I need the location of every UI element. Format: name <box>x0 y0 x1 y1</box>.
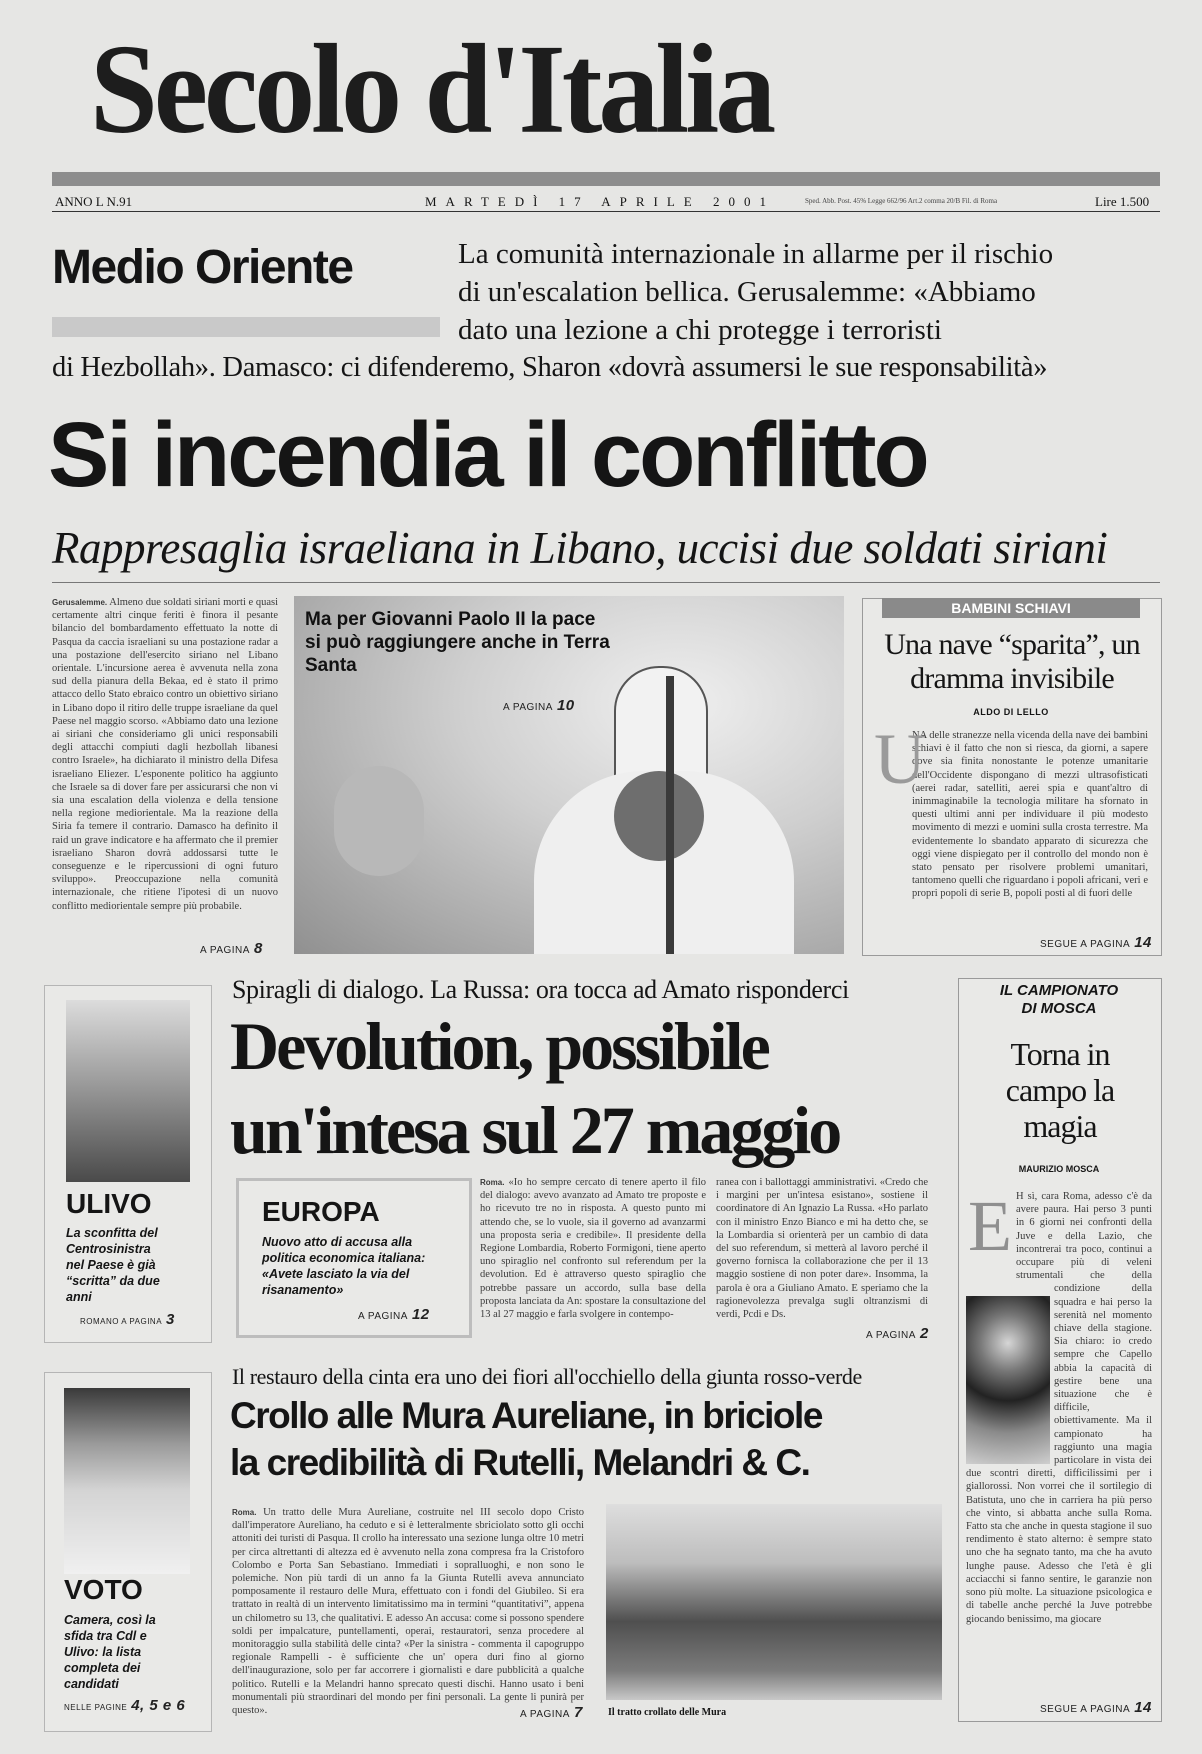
mura-headline-1: Crollo alle Mura Aureliane, in briciole <box>230 1395 822 1436</box>
ref-label: A PAGINA <box>358 1311 408 1322</box>
portrait-photo-float <box>966 1290 1054 1462</box>
children-body-text: NA delle stranezze nella vicenda della nave dei bambini schiavi è il fatto che non si riesca, da giorni, a sapere dove sia finita nonostante le potenze umanitarie dell'Occidente dispongano di mezzi ultrasofisticati (aerei radar, satelliti, aerei spia e quant'altro di inimmaginabile la tecnologia militare ha sfornato in questi ultimi anni per individuare il più modesto movimento di mezzi e uomini sulla crosta terrestre. Ma evidentemente lo sbandato apparato di sicurezza che oggi viene dispiegato per il controllo del mondo non è stato pensato per risolvere problemi umanitari, tantomeno quelli che riguardano i popoli africani, veri e propri popoli di serie B, popoli posti al di fuori delle <box>912 730 1148 900</box>
children-section: BAMBINI SCHIAVI <box>882 598 1140 618</box>
lead-deck-line1: La comunità internazionale in allarme per il rischio <box>458 238 1054 270</box>
crosier-icon <box>666 676 674 954</box>
ulivo-label: ULIVO <box>66 1188 152 1219</box>
lead-deck-line4: di Hezbollah». Damasco: ci difenderemo, Sharon «dovrà assumersi le sue responsabilità» <box>52 352 1048 383</box>
lead-kicker: Medio Oriente <box>52 241 353 294</box>
lead-body <box>52 596 278 918</box>
children-page-ref[interactable] <box>1040 934 1152 951</box>
masthead-title: Secolo d'Italia <box>90 18 773 161</box>
devolution-body-col2 <box>716 1176 928 1322</box>
mura-kicker: Il restauro della cinta era uno dei fiori all'occhiello della giunta rosso-verde <box>232 1364 862 1389</box>
mura-dateline: Roma. <box>232 1508 257 1517</box>
ref-label: A PAGINA <box>520 1709 570 1720</box>
ref-label: A PAGINA <box>866 1330 916 1341</box>
europa-sub: Nuovo atto di accusa alla politica economica italiana: «Avete lasciato la via del risanamento» <box>262 1235 426 1297</box>
issue-date: MARTEDÌ 17 APRILE 2001 <box>425 194 775 209</box>
ref-label: SEGUE A PAGINA <box>1040 939 1131 950</box>
devolution-kicker: Spiragli di dialogo. La Russa: ora tocca ad Amato risponderci <box>232 975 849 1004</box>
devolution-dateline: Roma. <box>480 1178 505 1187</box>
masthead-rule <box>52 172 1160 186</box>
lead-page-ref[interactable] <box>200 940 263 957</box>
lead-kicker-bar <box>52 317 440 337</box>
postal-info: Sped. Abb. Post. 45% Legge 662/96 Art.2 comma 20/B Fil. di Roma <box>805 197 998 205</box>
lead-deck-line3: dato una lezione a chi protegge i terroristi <box>458 314 942 346</box>
voto-page-ref[interactable] <box>64 1697 185 1714</box>
ref-page: 7 <box>573 1704 583 1721</box>
devolution-body1: «Io ho sempre cercato di tenere aperto il filo del dialogo: avevo avanzato ad Amato tre proposte e ho ricevuto tre no in risposta. A questo punto mi attendo che, se lo vuole, sia il governo ad avanzarmi una proposta seria e credibile». Il presidente della Regione Lombardia, Roberto Formigoni, tiene aperto uno spiraglio nel confronto sul referendum per la devolution. Ed è attraverso questo spiraglio che potrebbe passare un accordo, sulla base della proposta lanciata da An: spostare la consultazione del 13 al 27 maggio e farla svolgere in contempo- <box>480 1177 706 1321</box>
ref-label: A PAGINA <box>200 945 250 956</box>
devolution-body2: ranea con i ballottaggi amministrativi. «Credo che i margini per un'intesa esistano», sostiene il coordinatore di An Ignazio La Russa. «Ho parlato con il ministro Enzo Bianco e mi ha detto che, se la Lombardia si orienterà per un cambio di data del suo referendum, si metterà al lavoro perché il governo fornisca la collaborazione che per il 13 maggio sostiene di non poter dare». Insomma, la parola è ora a Giuliano Amato. E speriamo che la ragionevolezza prevalga sugli oltranzismi di verdi, Pcdi e Ds. <box>716 1177 928 1321</box>
ref-label: SEGUE A PAGINA <box>1040 1704 1131 1715</box>
masthead-underline <box>52 211 1160 212</box>
children-body <box>912 729 1148 933</box>
mosca-body <box>966 1186 1152 1696</box>
mosca-headline: Torna in campo la magia <box>1005 1036 1115 1144</box>
ballot-photo <box>64 1388 190 1574</box>
ref-page: 10 <box>556 697 575 714</box>
mosca-page-ref[interactable] <box>1040 1699 1152 1716</box>
ref-label: A PAGINA <box>503 702 553 713</box>
children-byline: ALDO DI LELLO <box>973 707 1049 717</box>
ref-page: 3 <box>166 1311 175 1328</box>
mura-photo-caption: Il tratto crollato delle Mura <box>608 1707 727 1718</box>
mosca-section-2: DI MOSCA <box>1021 1000 1097 1017</box>
lead-headline: Si incendia il conflitto <box>48 404 927 506</box>
pope-caption: Ma per Giovanni Paolo II la pace si può raggiungere anche in Terra Santa <box>305 609 610 676</box>
voto-label: VOTO <box>64 1574 143 1605</box>
crowd-flags-photo <box>66 1000 190 1182</box>
mura-page-ref[interactable] <box>520 1704 583 1721</box>
ref-label: NELLE PAGINE <box>64 1703 128 1712</box>
mosca-section-1: IL CAMPIONATO <box>999 982 1119 999</box>
issue-price: Lire 1.500 <box>1095 194 1150 209</box>
devolution-page-ref[interactable] <box>866 1325 929 1342</box>
lead-body-text: Almeno due soldati siriani morti e quasi certamente altri cinque feriti è finora il pesante bilancio del bombardamento effettuato la notte di Pasqua da caccia israeliani su una postazione radar a una postazione dell'esercito siriano nel Libano orientale. L'incursione aerea è avvenuta nella zona sud della pianura della Bekaa, ed è stato il primo attacco dello Stato ebraico contro un obiettivo siriano in Libano dopo il ritiro delle truppe israeliane da quel Paese nel maggio scorso. «Abbiamo dato una lezione ai siriani che consideriamo gli unici responsabili degli attacchi compiuti dagli hezbollah libanesi contro Israele», ha dichiarato il ministro della Difesa israeliano Eliezer. L'esponente politico ha aggiunto che Israele sa di dover fare per assicurarsi che non vi sia una escalation della violenza e della tensione nella regione mediorientale. Ma la reazione della Siria fa temere il contrario. Damasco ha definito il raid un grave indicatore e ha affermato che il premier israeliano Sharon dovrà addossarsi tutte le conseguenze e le ripercussioni di ogni futuro sviluppo». Preoccupazione nella comunità internazionale, che ritiene l'ipotesi di un nuovo conflitto mediorientale sempre più probabile. <box>52 597 279 912</box>
mura-body-text: Un tratto delle Mura Aureliane, costruite nel III secolo dopo Cristo dall'imperatore Aureliano, ha ceduto e si è letteralmente sbriciolato sotto gli occhi attoniti dei turisti di Pasqua. Il crollo ha interessato una sezione lunga oltre 10 metri per circa altrettanti di altezza ed è avvenuto nella zona compresa fra la Cristoforo Colombo e Porta San Sebastiano. Immediati i sopralluoghi, e non sono le polemiche. Non più tardi di un anno fa la Giunta Rutelli aveva annunciato pomposamente il restauro delle Mura, effettuato con i fondi del Giubileo. Si era trattato in realtà di un intervento limitatissimo ma in termini “quantitativi”, appena un chilometro su 13, che qualitativi. E adesso An accusa: come si possono spendere soldi per impalcature, puntellamenti, operai, restauratori, senza procedere al monitoraggio sulla stabilità delle cinta? «Per la sinistra - commenta il capogruppo regionale Rampelli - è sufficiente che un' opera duri fino al giorno dell'inaugurazione, solo per far accorrere i giornalisti e dare pubblicità a qualche politico. Rutelli e la Melandri hanno sprecato questi dischi. Hanno usato i beni monumentali più straordinari del mondo per fini personali. La gente li punirà per questo». <box>232 1507 584 1717</box>
pope-hand <box>334 766 424 876</box>
lead-deck-line2: di un'escalation bellica. Gerusalemme: «Abbiamo <box>458 276 1036 308</box>
devolution-headline-1: Devolution, possibile <box>230 1008 768 1084</box>
ref-page: 14 <box>1134 934 1152 951</box>
ref-page: 4, 5 e 6 <box>131 1697 186 1714</box>
ref-label: ROMANO A PAGINA <box>80 1317 163 1326</box>
children-headline: Una nave “sparita”, un dramma invisibile <box>884 628 1140 695</box>
mosca-byline: MAURIZIO MOSCA <box>1018 1164 1100 1174</box>
ref-page: 14 <box>1134 1699 1152 1716</box>
mosca-dropcap-float <box>966 1186 1016 1286</box>
ulivo-sub: La sconfitta del Centrosinistra nel Paese è già “scritta” da due anni <box>66 1226 160 1304</box>
europa-label: EUROPA <box>262 1196 380 1227</box>
issue-number: ANNO L N.91 <box>55 194 133 209</box>
lead-dateline: Gerusalemme. <box>52 598 108 607</box>
children-dropcap: U <box>874 719 926 799</box>
devolution-headline-2: un'intesa sul 27 maggio <box>230 1092 840 1168</box>
lead-subhead-rule <box>52 582 1160 583</box>
europa-page-ref[interactable] <box>358 1306 430 1323</box>
ref-page: 12 <box>411 1306 430 1323</box>
voto-sub: Camera, così la sfida tra Cdl e Ulivo: la lista completa dei candidati <box>64 1613 156 1691</box>
ref-page: 2 <box>919 1325 929 1342</box>
mosca-dropcap: E <box>968 1186 1012 1266</box>
lead-subhead: Rappresaglia israeliana in Libano, uccisi due soldati siriani <box>52 523 1108 573</box>
ref-page: 8 <box>253 940 263 957</box>
pope-face <box>614 771 704 861</box>
devolution-body-col1 <box>480 1176 706 1342</box>
mosca-body-text: H sì, cara Roma, adesso c'è da avere paura. Hai perso 3 punti in 6 giorni nei confronti della Juve e della Lazio, che incontrerai tra poco, continui a occupare più di veleni strumentali che della condizione della squadra e hai perso la serenità nel momento chiave della stagione. Sia chiaro: io credo sempre che Capello abbia la capacità di gestire bene una situazione che è difficile, obiettivamente. Ma il campionato ha raggiunto una magia particolare in vista dei due scontri diretti, difficilissimi per i giallorossi. Non vorrei che il sortilegio di Batistuta, uno che in carriera ha più perso che vinto, si abbatta anche sulla Roma. Fatto sta che anche in questa stagione il suo rendimento è stato alterno: è sempre stato uno che ha segnato tanto, ma che ha avuto lunghe pause. Adesso che l'età è gli acciacchi si fanno sentire, le garanzie non sono più molte. La situazione psicologica e di tabelle anche perché la Juve potrebbe giocando benissimo, ma giocare <box>966 1191 1152 1625</box>
ulivo-page-ref[interactable] <box>80 1311 175 1328</box>
pope-page-ref[interactable] <box>503 697 575 714</box>
mura-headline-2: la credibilità di Rutelli, Melandri & C. <box>230 1442 810 1483</box>
collapsed-wall-photo <box>606 1504 942 1700</box>
